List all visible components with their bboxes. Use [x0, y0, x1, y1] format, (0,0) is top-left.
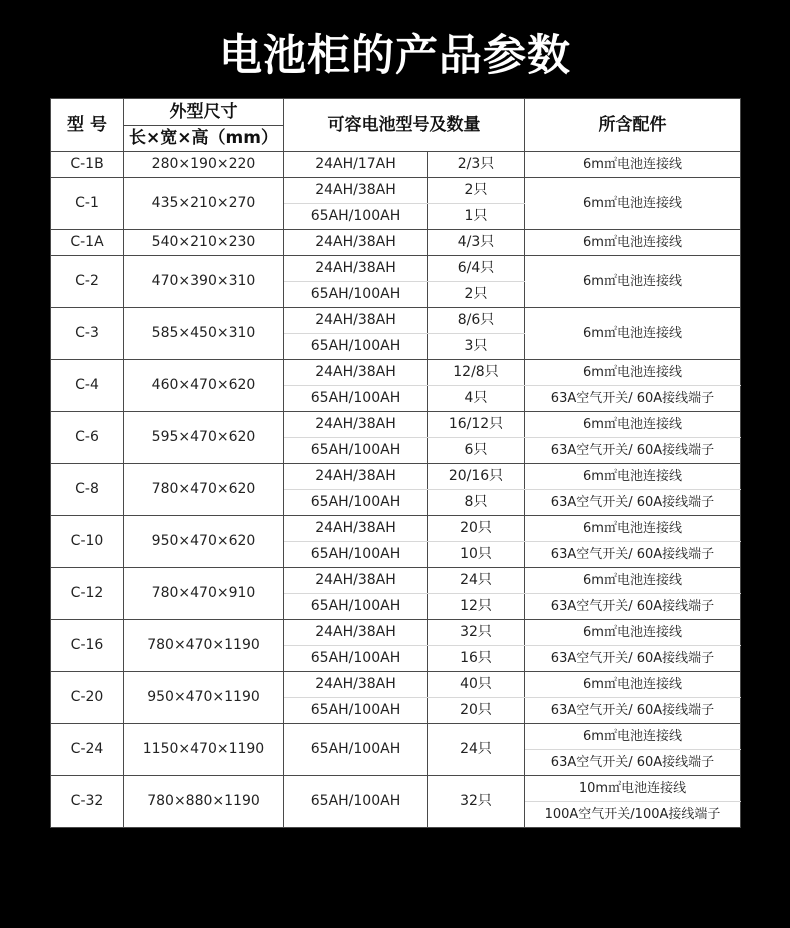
model-cell: C-12 — [51, 568, 124, 620]
accessory-cell: 6m㎡电池连接线 — [525, 464, 741, 490]
size-cell: 950×470×1190 — [124, 672, 284, 724]
battery-qty-cell: 8只 — [428, 490, 525, 516]
battery-qty-cell: 10只 — [428, 542, 525, 568]
battery-qty-cell: 32只 — [428, 620, 525, 646]
accessory-cell: 6m㎡电池连接线 — [525, 620, 741, 646]
accessory-cell: 6m㎡电池连接线 — [525, 568, 741, 594]
battery-type-cell: 65AH/100AH — [284, 282, 428, 308]
accessory-cell: 63A空气开关/ 60A接线端子 — [525, 438, 741, 464]
accessory-cell: 6m㎡电池连接线 — [525, 360, 741, 386]
accessory-cell: 100A空气开关/100A接线端子 — [525, 802, 741, 828]
battery-type-cell: 24AH/38AH — [284, 568, 428, 594]
battery-qty-cell: 24只 — [428, 568, 525, 594]
battery-type-cell: 65AH/100AH — [284, 724, 428, 776]
battery-type-cell: 65AH/100AH — [284, 698, 428, 724]
size-cell: 595×470×620 — [124, 412, 284, 464]
model-cell: C-20 — [51, 672, 124, 724]
table-row — [51, 178, 741, 204]
accessory-cell: 63A空气开关/ 60A接线端子 — [525, 698, 741, 724]
battery-qty-cell: 24只 — [428, 724, 525, 776]
header-battery: 可容电池型号及数量 — [284, 99, 525, 152]
header-accessories: 所含配件 — [525, 99, 741, 152]
table-row — [51, 620, 741, 646]
page-title: 电池柜的产品参数 — [219, 31, 571, 81]
table-row — [51, 360, 741, 386]
table-row — [51, 308, 741, 334]
battery-type-cell: 24AH/38AH — [284, 516, 428, 542]
header-model: 型 号 — [51, 99, 124, 152]
battery-qty-cell: 6只 — [428, 438, 525, 464]
battery-qty-cell: 4只 — [428, 386, 525, 412]
battery-type-cell: 24AH/38AH — [284, 464, 428, 490]
model-cell: C-6 — [51, 412, 124, 464]
battery-qty-cell: 1只 — [428, 204, 525, 230]
battery-type-cell: 65AH/100AH — [284, 438, 428, 464]
battery-type-cell: 24AH/38AH — [284, 412, 428, 438]
battery-qty-cell: 16只 — [428, 646, 525, 672]
battery-type-cell: 65AH/100AH — [284, 204, 428, 230]
accessory-cell: 6m㎡电池连接线 — [525, 516, 741, 542]
size-cell: 585×450×310 — [124, 308, 284, 360]
battery-type-cell: 65AH/100AH — [284, 386, 428, 412]
model-cell: C-1A — [51, 230, 124, 256]
battery-type-cell: 65AH/100AH — [284, 542, 428, 568]
size-cell: 1150×470×1190 — [124, 724, 284, 776]
battery-type-cell: 65AH/100AH — [284, 334, 428, 360]
table-row — [51, 412, 741, 438]
model-cell: C-10 — [51, 516, 124, 568]
size-cell: 950×470×620 — [124, 516, 284, 568]
battery-qty-cell: 20只 — [428, 516, 525, 542]
battery-qty-cell: 12只 — [428, 594, 525, 620]
table-row — [51, 464, 741, 490]
table-row — [51, 568, 741, 594]
accessory-cell: 6m㎡电池连接线 — [525, 724, 741, 750]
battery-qty-cell: 4/3只 — [428, 230, 525, 256]
table-body — [51, 152, 741, 828]
battery-qty-cell: 20只 — [428, 698, 525, 724]
accessory-cell: 6m㎡电池连接线 — [525, 308, 741, 360]
battery-type-cell: 24AH/38AH — [284, 256, 428, 282]
size-cell: 780×470×1190 — [124, 620, 284, 672]
accessory-cell: 63A空气开关/ 60A接线端子 — [525, 542, 741, 568]
model-cell: C-4 — [51, 360, 124, 412]
table-row — [51, 672, 741, 698]
accessory-cell: 6m㎡电池连接线 — [525, 256, 741, 308]
battery-type-cell: 24AH/38AH — [284, 308, 428, 334]
table-header-row — [51, 99, 741, 126]
table-row — [51, 256, 741, 282]
battery-qty-cell: 2只 — [428, 282, 525, 308]
battery-type-cell: 24AH/38AH — [284, 360, 428, 386]
model-cell: C-2 — [51, 256, 124, 308]
accessory-cell: 63A空气开关/ 60A接线端子 — [525, 594, 741, 620]
size-cell: 780×880×1190 — [124, 776, 284, 828]
size-cell: 540×210×230 — [124, 230, 284, 256]
accessory-cell: 63A空气开关/ 60A接线端子 — [525, 646, 741, 672]
model-cell: C-32 — [51, 776, 124, 828]
accessory-cell: 6m㎡电池连接线 — [525, 672, 741, 698]
table-row — [51, 516, 741, 542]
battery-qty-cell: 2/3只 — [428, 152, 525, 178]
table-row — [51, 776, 741, 802]
battery-type-cell: 24AH/38AH — [284, 178, 428, 204]
size-cell: 460×470×620 — [124, 360, 284, 412]
battery-type-cell: 65AH/100AH — [284, 490, 428, 516]
battery-type-cell: 65AH/100AH — [284, 646, 428, 672]
table-row — [51, 724, 741, 750]
model-cell: C-8 — [51, 464, 124, 516]
model-cell: C-16 — [51, 620, 124, 672]
size-cell: 470×390×310 — [124, 256, 284, 308]
accessory-cell: 63A空气开关/ 60A接线端子 — [525, 386, 741, 412]
accessory-cell: 6m㎡电池连接线 — [525, 178, 741, 230]
spec-table — [50, 98, 741, 828]
accessory-cell: 63A空气开关/ 60A接线端子 — [525, 750, 741, 776]
accessory-cell: 6m㎡电池连接线 — [525, 152, 741, 178]
battery-type-cell: 65AH/100AH — [284, 776, 428, 828]
battery-qty-cell: 32只 — [428, 776, 525, 828]
model-cell: C-3 — [51, 308, 124, 360]
battery-qty-cell: 20/16只 — [428, 464, 525, 490]
size-cell: 780×470×910 — [124, 568, 284, 620]
battery-type-cell: 24AH/38AH — [284, 230, 428, 256]
battery-qty-cell: 8/6只 — [428, 308, 525, 334]
accessory-cell: 6m㎡电池连接线 — [525, 230, 741, 256]
model-cell: C-1 — [51, 178, 124, 230]
battery-qty-cell: 3只 — [428, 334, 525, 360]
battery-qty-cell: 6/4只 — [428, 256, 525, 282]
accessory-cell: 10m㎡电池连接线 — [525, 776, 741, 802]
battery-type-cell: 24AH/17AH — [284, 152, 428, 178]
accessory-cell: 63A空气开关/ 60A接线端子 — [525, 490, 741, 516]
header-size-line1: 外型尺寸 — [124, 99, 284, 126]
model-cell: C-1B — [51, 152, 124, 178]
battery-qty-cell: 2只 — [428, 178, 525, 204]
model-cell: C-24 — [51, 724, 124, 776]
size-cell: 435×210×270 — [124, 178, 284, 230]
size-cell: 780×470×620 — [124, 464, 284, 516]
battery-qty-cell: 12/8只 — [428, 360, 525, 386]
battery-qty-cell: 40只 — [428, 672, 525, 698]
size-cell: 280×190×220 — [124, 152, 284, 178]
battery-qty-cell: 16/12只 — [428, 412, 525, 438]
battery-type-cell: 65AH/100AH — [284, 594, 428, 620]
accessory-cell: 6m㎡电池连接线 — [525, 412, 741, 438]
battery-type-cell: 24AH/38AH — [284, 620, 428, 646]
header-size-line2: 长×宽×高（mm） — [124, 125, 284, 152]
battery-type-cell: 24AH/38AH — [284, 672, 428, 698]
